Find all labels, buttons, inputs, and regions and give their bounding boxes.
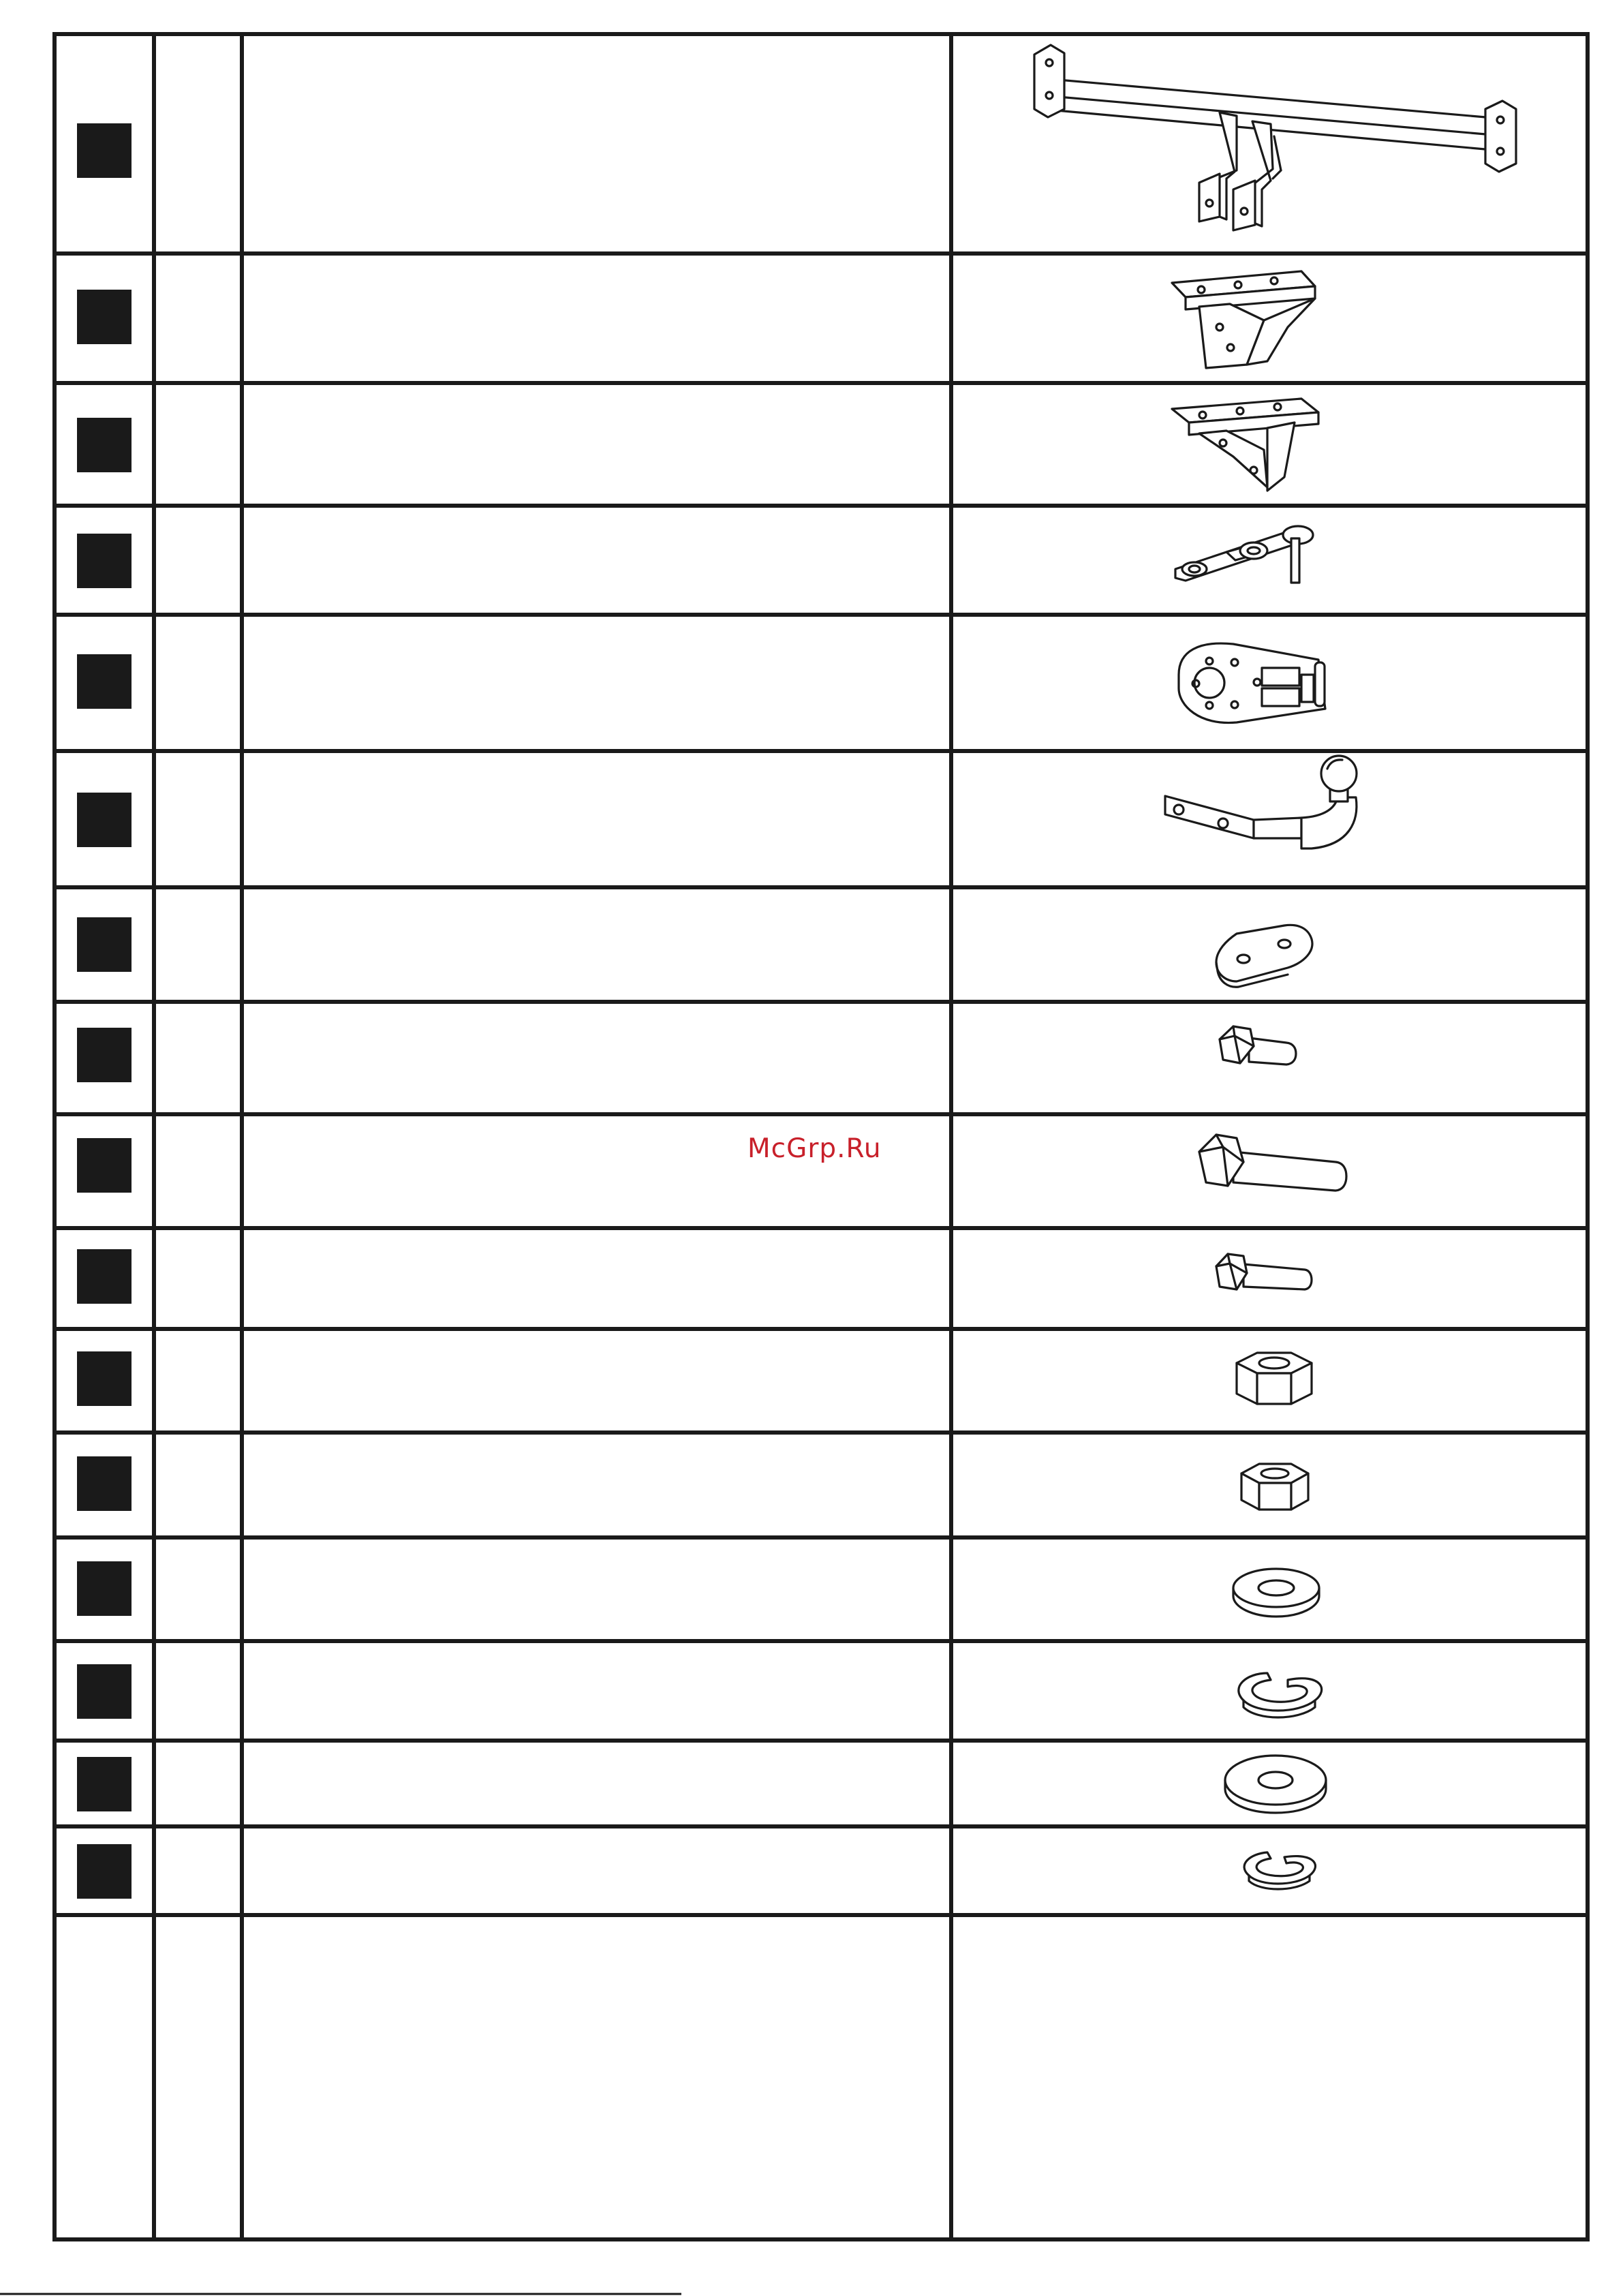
bracket-right-icon <box>1172 399 1318 491</box>
item-marker <box>77 1028 132 1082</box>
item-marker <box>77 123 132 178</box>
flat-washer-icon <box>1233 1569 1319 1617</box>
item-marker <box>77 1456 132 1511</box>
item-marker <box>77 917 132 972</box>
item-marker <box>77 1138 132 1193</box>
socket-plate-icon <box>1179 643 1325 722</box>
item-marker <box>77 290 132 344</box>
bolt-large-icon <box>1199 1135 1346 1191</box>
nut-large-icon <box>1237 1353 1312 1404</box>
item-markers <box>77 123 132 1899</box>
towball-neck-icon <box>1165 756 1357 848</box>
towbar-crossbar-icon <box>1034 45 1516 230</box>
spring-washer-icon <box>1239 1673 1322 1717</box>
item-marker <box>77 534 132 588</box>
watermark: McGrp.Ru <box>747 1133 882 1164</box>
item-marker <box>77 418 132 472</box>
item-marker <box>77 654 132 709</box>
bolt-small-icon <box>1216 1254 1312 1289</box>
bracket-left-icon <box>1172 271 1315 368</box>
item-marker <box>77 1351 132 1406</box>
link-bracket-icon <box>1175 526 1313 583</box>
item-marker <box>77 1561 132 1616</box>
nut-small-icon <box>1241 1464 1308 1510</box>
spacer-plate-icon <box>1216 925 1312 987</box>
item-marker <box>77 1664 132 1719</box>
item-marker <box>77 793 132 847</box>
bolt-medium-icon <box>1220 1026 1296 1065</box>
item-marker <box>77 1844 132 1899</box>
large-washer-icon <box>1225 1756 1326 1813</box>
item-marker <box>77 1249 132 1304</box>
item-marker <box>77 1757 132 1811</box>
spring-washer-small-icon <box>1244 1852 1315 1889</box>
